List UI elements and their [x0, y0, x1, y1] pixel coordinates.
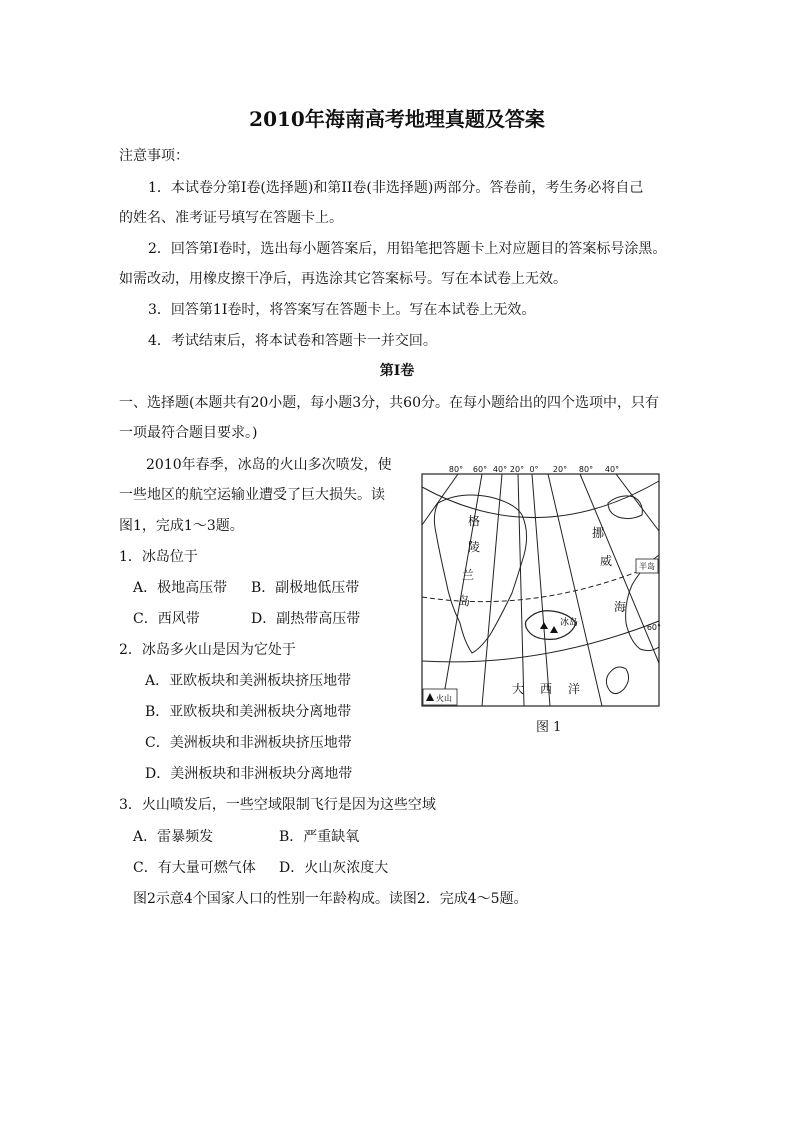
question-3-option-b: B．严重缺氧 — [279, 829, 360, 845]
question-2-option-d: D．美洲板块和非洲板块分离地带 — [145, 766, 353, 782]
passage-line-1: 2010年春季，冰岛的火山多次喷发，使 — [146, 457, 392, 473]
question-1-option-c: C．西风带 — [133, 611, 200, 627]
norway-label-2: 威 — [600, 554, 613, 568]
question-2-stem: 2．冰岛多火山是因为它处于 — [119, 642, 296, 658]
question-1-option-a: A．极地高压带 — [133, 580, 228, 596]
lon-label-0: 0° — [529, 465, 539, 474]
ocean-label-2: 西 — [540, 682, 553, 696]
notice-item-2-line-2: 如需改动，用橡皮擦干净后，再选涂其它答案标号。写在本试卷上无效。 — [119, 271, 567, 287]
section-intro-line-2: 一项最符合题目要求。) — [119, 425, 258, 441]
lon-label-40w: 40° — [492, 465, 508, 474]
lon-label-80w: 80° — [448, 465, 464, 474]
question-2-option-a: A．亚欧板块和美洲板块挤压地带 — [145, 673, 352, 689]
section-intro-line-1: 一、选择题(本题共有20小题，每小题3分，共60分。在每小题给出的四个选项中，只有 — [119, 395, 659, 411]
iceland-label: 冰岛 — [560, 618, 579, 628]
question-3-option-c: C．有大量可燃气体 — [133, 860, 256, 876]
question-3-option-a: A．雷暴频发 — [133, 829, 214, 845]
ocean-label-3: 洋 — [568, 682, 581, 696]
lon-label-20w: 20° — [509, 465, 525, 474]
question-2-option-b: B．亚欧板块和美洲板块分离地带 — [145, 704, 352, 720]
greenland-label-4: 岛 — [458, 594, 471, 608]
greenland-label-2: 陵 — [468, 540, 481, 554]
passage-line-3: 图1，完成1～3题。 — [119, 518, 244, 534]
figure-1-caption: 图 1 — [536, 720, 562, 735]
lon-label-60w: 60° — [472, 465, 488, 474]
ocean-label-1: 大 — [512, 682, 525, 696]
legend-label: 火山 — [436, 694, 452, 703]
notice-item-1-line-2: 的姓名、准考证号填写在答题卡上。 — [119, 210, 343, 226]
greenland-label-3: 兰 — [462, 568, 475, 582]
notice-item-1-line-1: 1．本试卷分第Ⅰ卷(选择题)和第II卷(非选择题)两部分。答卷前，考生务必将自己 — [148, 180, 644, 196]
question-1-option-d: D．副热带高压带 — [251, 611, 361, 627]
question-2-option-c: C．美洲板块和非洲板块挤压地带 — [145, 735, 352, 751]
notice-item-3: 3．回答第1I卷时，将答案写在答题卡上。写在本试卷上无效。 — [148, 302, 536, 318]
peninsula-label: 半岛 — [639, 562, 655, 571]
sea-label: 海 — [614, 600, 627, 614]
question-3-option-d: D．火山灰浓度大 — [279, 860, 389, 876]
question-1-option-b: B．副极地低压带 — [251, 580, 360, 596]
passage-line-2: 一些地区的航空运输业遭受了巨大损失。读 — [119, 487, 385, 503]
lon-label-20e: 20° — [552, 465, 568, 474]
lon-label-40e: 40° — [604, 465, 620, 474]
lat-label-60n: 60° — [646, 623, 661, 632]
notice-heading: 注意事项： — [119, 148, 189, 164]
notice-item-4: 4．考试结束后，将本试卷和答题卡一并交回。 — [148, 333, 437, 349]
norway-label-1: 挪 — [592, 526, 605, 540]
question-4-5-intro: 图2示意4个国家人口的性别一年龄构成。读图2．完成4～5题。 — [133, 891, 528, 907]
question-1-stem: 1．冰岛位于 — [119, 549, 198, 565]
document-title: 2010年海南高考地理真题及答案 — [249, 107, 545, 131]
section-heading: 第Ⅰ卷 — [379, 363, 415, 379]
lon-label-80e: 80° — [578, 465, 594, 474]
figure-1-map — [420, 463, 662, 709]
question-3-stem: 3．火山喷发后，一些空域限制飞行是因为这些空域 — [119, 797, 436, 813]
notice-item-2-line-1: 2．回答第Ⅰ卷时，选出每小题答案后，用铅笔把答题卡上对应题目的答案标号涂黑。 — [148, 241, 667, 257]
greenland-label-1: 格 — [468, 514, 481, 528]
